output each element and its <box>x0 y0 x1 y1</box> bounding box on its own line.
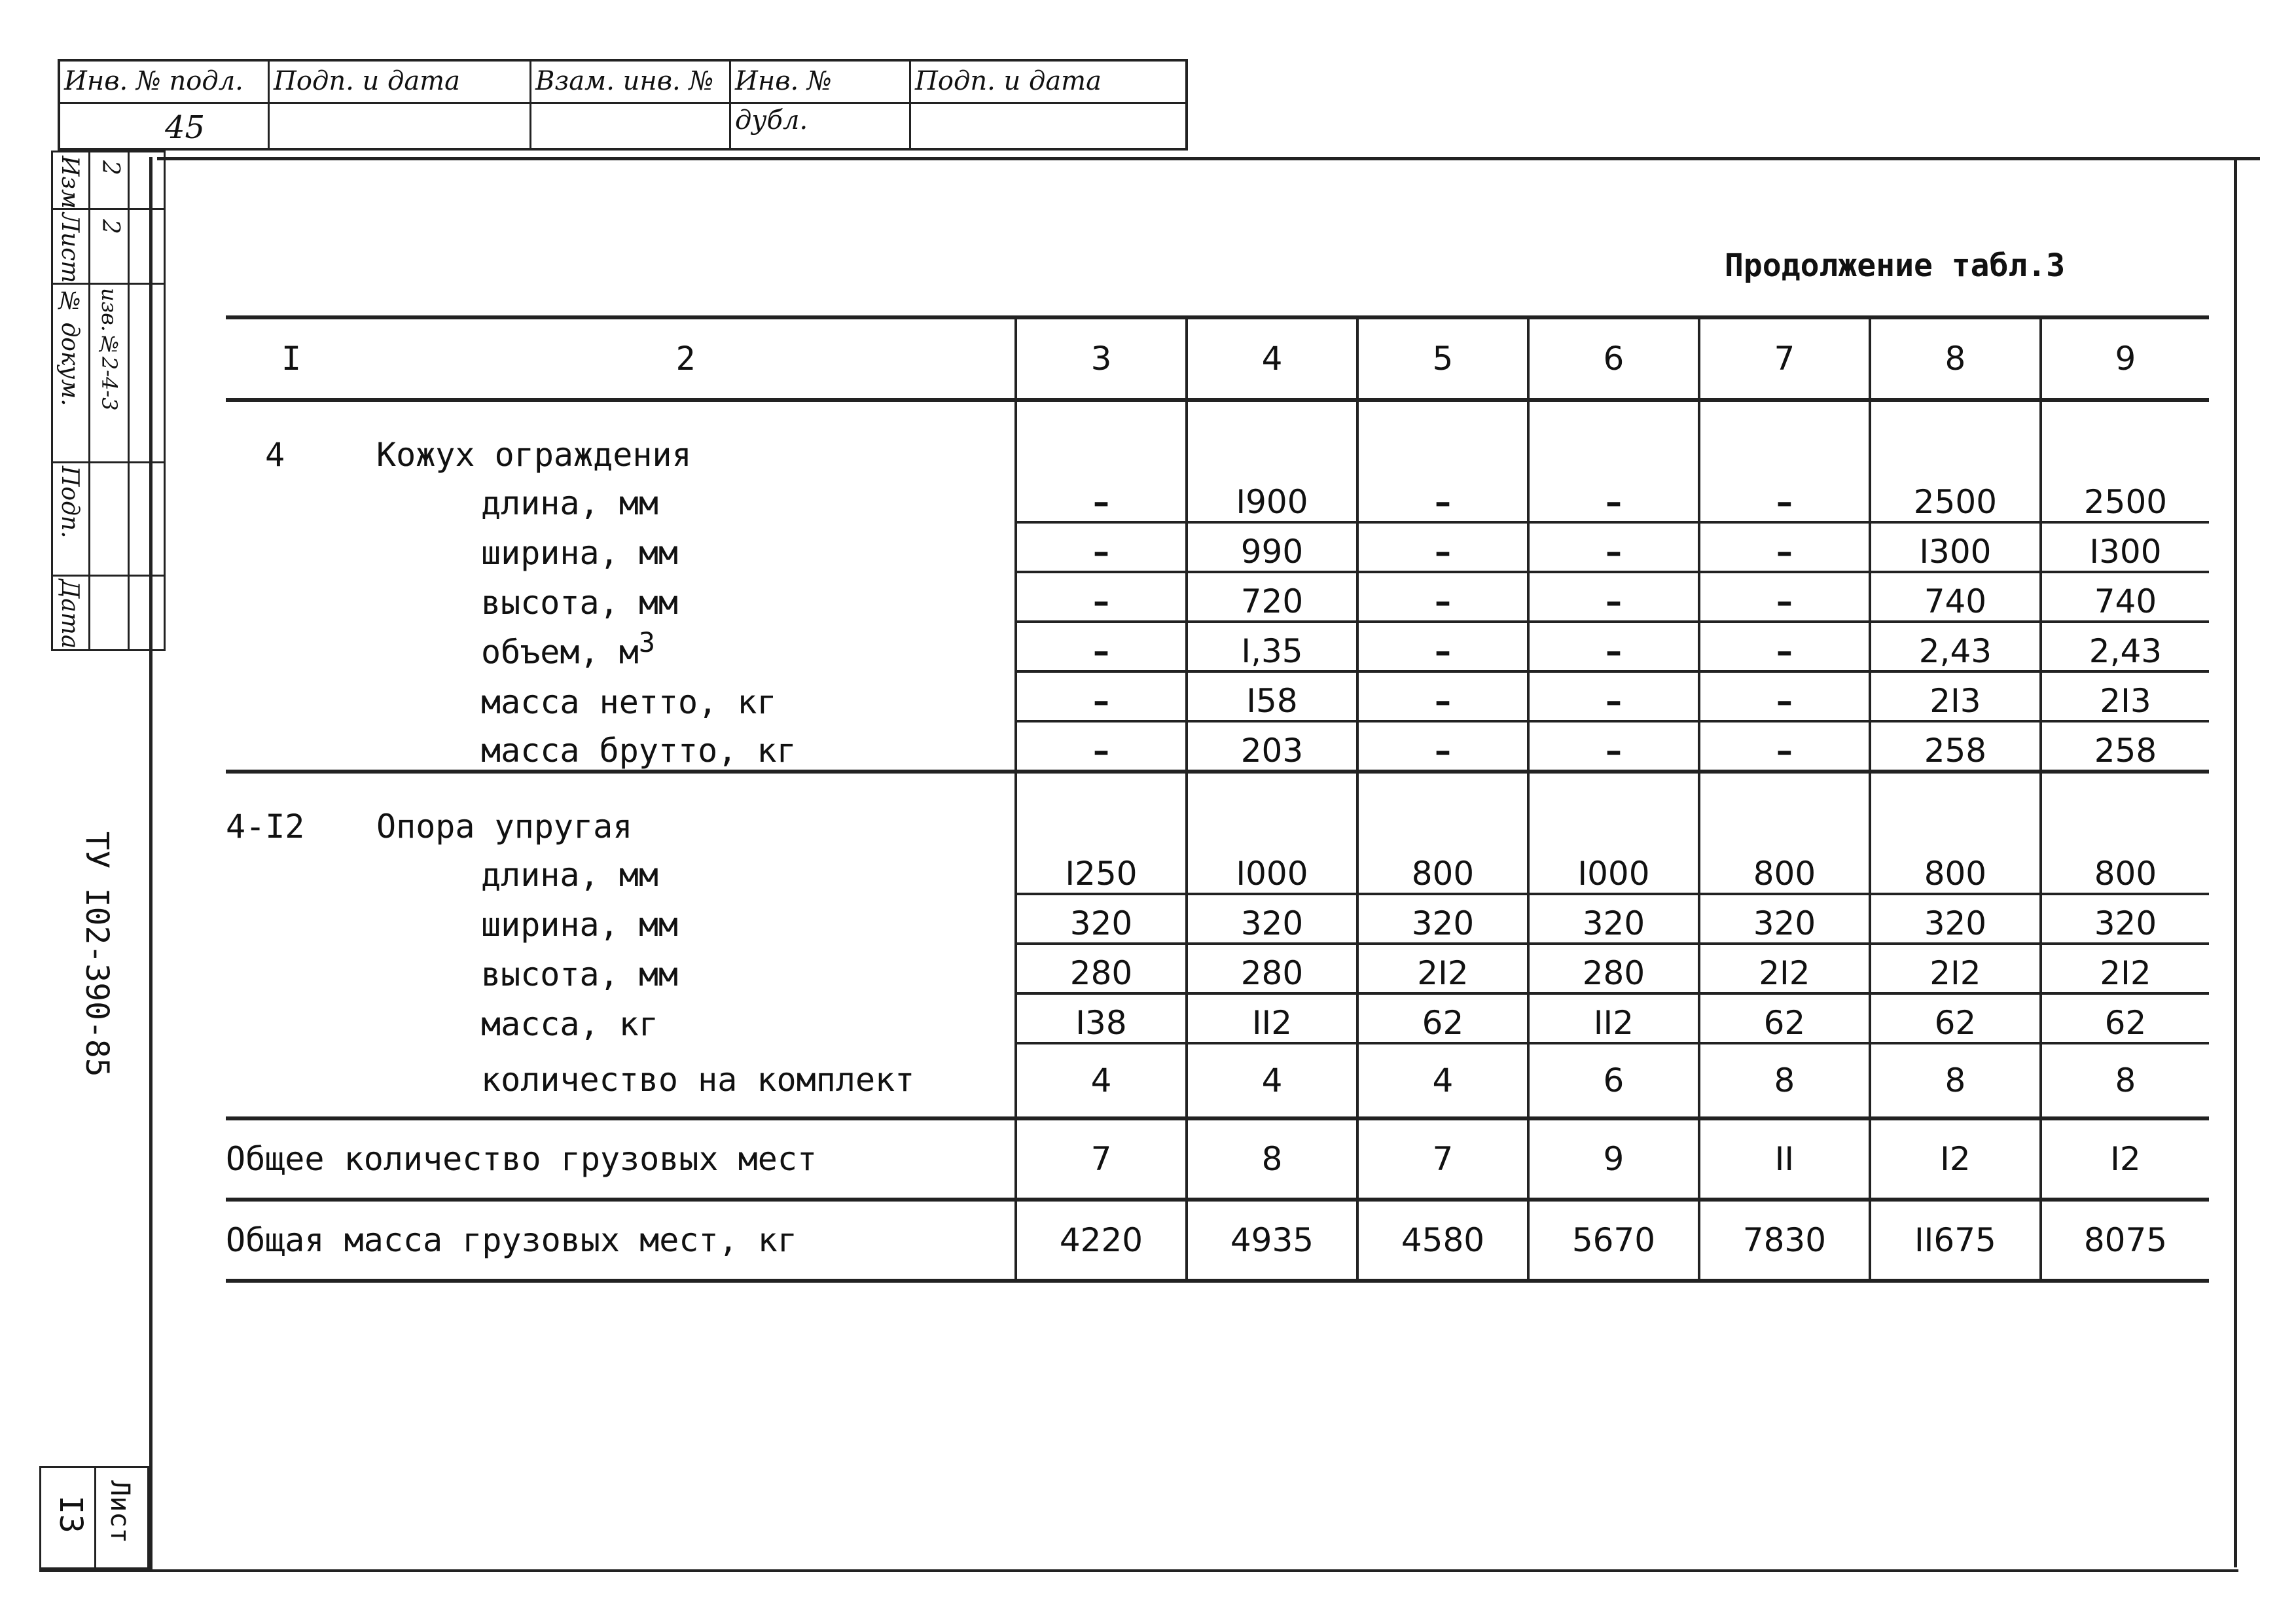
empty-cell <box>226 522 357 572</box>
data-row <box>226 474 2209 522</box>
value-cell: – <box>1528 622 1699 671</box>
empty-cell <box>226 572 357 622</box>
value-cell: 720 <box>1187 572 1357 622</box>
header-cell: 8 <box>1870 317 2041 400</box>
value-cell: 7 <box>1357 1118 1528 1200</box>
header-cell: 5 <box>1357 317 1528 400</box>
value-cell: II675 <box>1870 1200 2041 1281</box>
value-cell: 7830 <box>1699 1200 1870 1281</box>
data-row <box>226 721 2209 772</box>
value-cell: 320 <box>1016 894 1187 944</box>
value-cell: – <box>1699 572 1870 622</box>
value-cell: 4 <box>1187 1043 1357 1118</box>
table-header-row <box>226 317 2209 400</box>
value-cell: 2I2 <box>2041 944 2209 993</box>
document-code: ТУ I02-390-85 <box>79 831 115 1077</box>
sheet-box-divider <box>94 1466 96 1569</box>
empty-cell <box>226 1043 357 1118</box>
value-cell: – <box>1016 721 1187 772</box>
section-number: 4 <box>265 436 285 474</box>
value-cell: – <box>1528 474 1699 522</box>
table-caption: Продолжение табл.3 <box>1725 247 2066 284</box>
section-title: Кожух ограждения <box>376 436 692 474</box>
value-cell: 320 <box>1528 894 1699 944</box>
revision-label-sign: Подп. <box>56 466 83 539</box>
value-cell: 8 <box>1699 1043 1870 1118</box>
row-label-text: длина, мм <box>481 856 658 894</box>
row-label-text: длина, мм <box>481 484 658 522</box>
value-cell: I2 <box>2041 1118 2209 1200</box>
value-cell: 62 <box>1699 993 1870 1043</box>
frame-bottom-line <box>39 1569 2238 1572</box>
row-label <box>357 944 1016 993</box>
value-cell: – <box>1016 474 1187 522</box>
value-cell: 2I2 <box>1870 944 2041 993</box>
revision-value-izm: 2 <box>97 160 124 175</box>
unit-superscript: 3 <box>638 626 655 659</box>
value-cell: – <box>1699 671 1870 721</box>
data-row <box>226 944 2209 993</box>
value-cell: I300 <box>1870 522 2041 572</box>
data-row <box>226 522 2209 572</box>
data-row <box>226 846 2209 894</box>
value-cell: 2,43 <box>1870 622 2041 671</box>
value-cell: – <box>1699 474 1870 522</box>
value-cell: 8 <box>1870 1043 2041 1118</box>
value-cell: – <box>1016 572 1187 622</box>
sheet-number: I3 <box>52 1495 89 1533</box>
value-cell: 8 <box>1187 1118 1357 1200</box>
row-label <box>357 671 1016 721</box>
value-cell: 740 <box>1870 572 2041 622</box>
row-label-text: масса брутто, кг <box>481 732 797 770</box>
row-label-text: количество на комплект <box>481 1061 915 1099</box>
row-label-text: высота, мм <box>481 584 679 622</box>
value-cell: 740 <box>2041 572 2209 622</box>
value-cell: 9 <box>1528 1118 1699 1200</box>
header-cell: 2 <box>357 317 1016 400</box>
header-cell: 4 <box>1187 317 1357 400</box>
value-cell: 990 <box>1187 522 1357 572</box>
value-cell: 320 <box>1870 894 2041 944</box>
value-cell: 800 <box>1357 846 1528 894</box>
value-cell: 4220 <box>1016 1200 1187 1281</box>
data-row <box>226 894 2209 944</box>
value-cell: 8 <box>2041 1043 2209 1118</box>
frame-right-line <box>2234 160 2237 1567</box>
value-cell: 280 <box>1016 944 1187 993</box>
value-cell: – <box>1699 622 1870 671</box>
value-cell: – <box>1016 671 1187 721</box>
value-cell: 203 <box>1187 721 1357 772</box>
value-cell: – <box>1699 522 1870 572</box>
revision-label-doc: № докум. <box>56 288 83 406</box>
revision-label-izm: Изм <box>56 156 83 209</box>
row-label <box>357 894 1016 944</box>
section-title-row <box>226 772 2209 846</box>
value-cell: 320 <box>1699 894 1870 944</box>
value-cell: – <box>1699 721 1870 772</box>
total-row <box>226 1118 2209 1200</box>
value-cell: II2 <box>1528 993 1699 1043</box>
section-number: 4-I2 <box>226 808 305 846</box>
row-label <box>357 993 1016 1043</box>
value-cell: I000 <box>1528 846 1699 894</box>
value-cell: 8075 <box>2041 1200 2209 1281</box>
stamp-empty-cell <box>531 102 731 151</box>
value-cell: 258 <box>2041 721 2209 772</box>
stamp-header-dup: Инв. № дубл. <box>731 62 911 102</box>
value-cell: 6 <box>1528 1043 1699 1118</box>
total-row <box>226 1200 2209 1281</box>
value-cell: – <box>1016 522 1187 572</box>
row-label <box>357 522 1016 572</box>
stamp-inv-number: 45 <box>165 109 206 146</box>
empty-cell <box>226 622 357 671</box>
row-label <box>357 1043 1016 1118</box>
stamp-header-inv: Инв. № подл. <box>60 62 270 102</box>
header-cell: 3 <box>1016 317 1187 400</box>
value-cell: – <box>1528 671 1699 721</box>
empty-cell <box>226 721 357 772</box>
value-cell: 2500 <box>1870 474 2041 522</box>
value-cell: 5670 <box>1528 1200 1699 1281</box>
value-cell: I,35 <box>1187 622 1357 671</box>
value-cell: 320 <box>2041 894 2209 944</box>
row-label-text: объем, м <box>481 633 639 671</box>
revision-value-list: 2 <box>97 219 124 234</box>
revision-divider <box>51 575 166 577</box>
value-cell: I58 <box>1187 671 1357 721</box>
value-cell: I300 <box>2041 522 2209 572</box>
row-label <box>357 622 1016 671</box>
value-cell: – <box>1357 522 1528 572</box>
empty-cell <box>226 894 357 944</box>
value-cell: 2I3 <box>2041 671 2209 721</box>
data-row <box>226 572 2209 622</box>
value-cell: 2I3 <box>1870 671 2041 721</box>
revision-divider <box>51 461 166 463</box>
value-cell: – <box>1357 671 1528 721</box>
value-cell: 280 <box>1528 944 1699 993</box>
stamp-header-sign-date: Подп. и дата <box>270 62 531 102</box>
value-cell: 320 <box>1357 894 1528 944</box>
row-label-text: ширина, мм <box>481 534 679 572</box>
value-cell: – <box>1528 522 1699 572</box>
value-cell: 280 <box>1187 944 1357 993</box>
value-cell: I38 <box>1016 993 1187 1043</box>
row-label-text: ширина, мм <box>481 906 679 944</box>
value-cell: I2 <box>1870 1118 2041 1200</box>
value-cell: 2I2 <box>1357 944 1528 993</box>
value-cell: 2I2 <box>1699 944 1870 993</box>
row-label-text: высота, мм <box>481 955 679 993</box>
data-row <box>226 1043 2209 1118</box>
stamp-empty-cell <box>911 102 1186 151</box>
empty-cell <box>226 671 357 721</box>
revision-label-date: Дата <box>56 579 83 649</box>
value-cell: 4935 <box>1187 1200 1357 1281</box>
value-cell: – <box>1528 572 1699 622</box>
value-cell: – <box>1357 721 1528 772</box>
row-label-text: Общее количество грузовых мест <box>226 1140 817 1178</box>
value-cell: 4 <box>1357 1043 1528 1118</box>
empty-cell <box>226 474 357 522</box>
value-cell: 800 <box>1870 846 2041 894</box>
empty-cell <box>226 944 357 993</box>
data-row <box>226 622 2209 671</box>
stamp-empty-cell <box>731 102 911 151</box>
frame-top-line <box>157 157 2260 160</box>
spec-table <box>226 315 2209 1283</box>
value-cell: II2 <box>1187 993 1357 1043</box>
data-row <box>226 671 2209 721</box>
row-label-text: масса нетто, кг <box>481 683 777 721</box>
revision-value-doc: изв.№2-4-3 <box>97 288 122 411</box>
value-cell: 2,43 <box>2041 622 2209 671</box>
stamp-inv-cell <box>60 102 270 151</box>
empty-cell <box>226 846 357 894</box>
header-cell: 6 <box>1528 317 1699 400</box>
value-cell: 4 <box>1016 1043 1187 1118</box>
value-cell: II <box>1699 1118 1870 1200</box>
stamp-empty-cell <box>270 102 531 151</box>
value-cell: – <box>1357 474 1528 522</box>
value-cell: 62 <box>2041 993 2209 1043</box>
row-label <box>226 1118 1016 1200</box>
row-label-text: масса, кг <box>481 1005 658 1043</box>
header-cell: I <box>226 317 357 400</box>
sheet-label: Лист <box>105 1480 135 1544</box>
revision-label-list: Лист <box>56 213 83 283</box>
data-row <box>226 993 2209 1043</box>
value-cell: – <box>1357 622 1528 671</box>
stamp-header-replace: Взам. инв. № <box>531 62 731 102</box>
row-label <box>357 721 1016 772</box>
value-cell: 800 <box>1699 846 1870 894</box>
row-label <box>357 846 1016 894</box>
value-cell: 320 <box>1187 894 1357 944</box>
value-cell: 7 <box>1016 1118 1187 1200</box>
approval-stamp <box>58 59 1188 151</box>
value-cell: 258 <box>1870 721 2041 772</box>
empty-cell <box>226 993 357 1043</box>
value-cell: – <box>1528 721 1699 772</box>
value-cell: I000 <box>1187 846 1357 894</box>
value-cell: I900 <box>1187 474 1357 522</box>
section-title-row <box>226 400 2209 474</box>
row-label <box>226 1200 1016 1281</box>
section-title: Опора упругая <box>376 808 633 846</box>
header-cell: 7 <box>1699 317 1870 400</box>
value-cell: I250 <box>1016 846 1187 894</box>
value-cell: 62 <box>1357 993 1528 1043</box>
row-label <box>357 572 1016 622</box>
row-label <box>357 474 1016 522</box>
value-cell: 4580 <box>1357 1200 1528 1281</box>
value-cell: 62 <box>1870 993 2041 1043</box>
stamp-header-sign-date-2: Подп. и дата <box>915 66 1102 96</box>
value-cell: – <box>1357 572 1528 622</box>
header-cell: 9 <box>2041 317 2209 400</box>
value-cell: 800 <box>2041 846 2209 894</box>
value-cell: 2500 <box>2041 474 2209 522</box>
value-cell: – <box>1016 622 1187 671</box>
row-label-text: Общая масса грузовых мест, кг <box>226 1221 797 1259</box>
